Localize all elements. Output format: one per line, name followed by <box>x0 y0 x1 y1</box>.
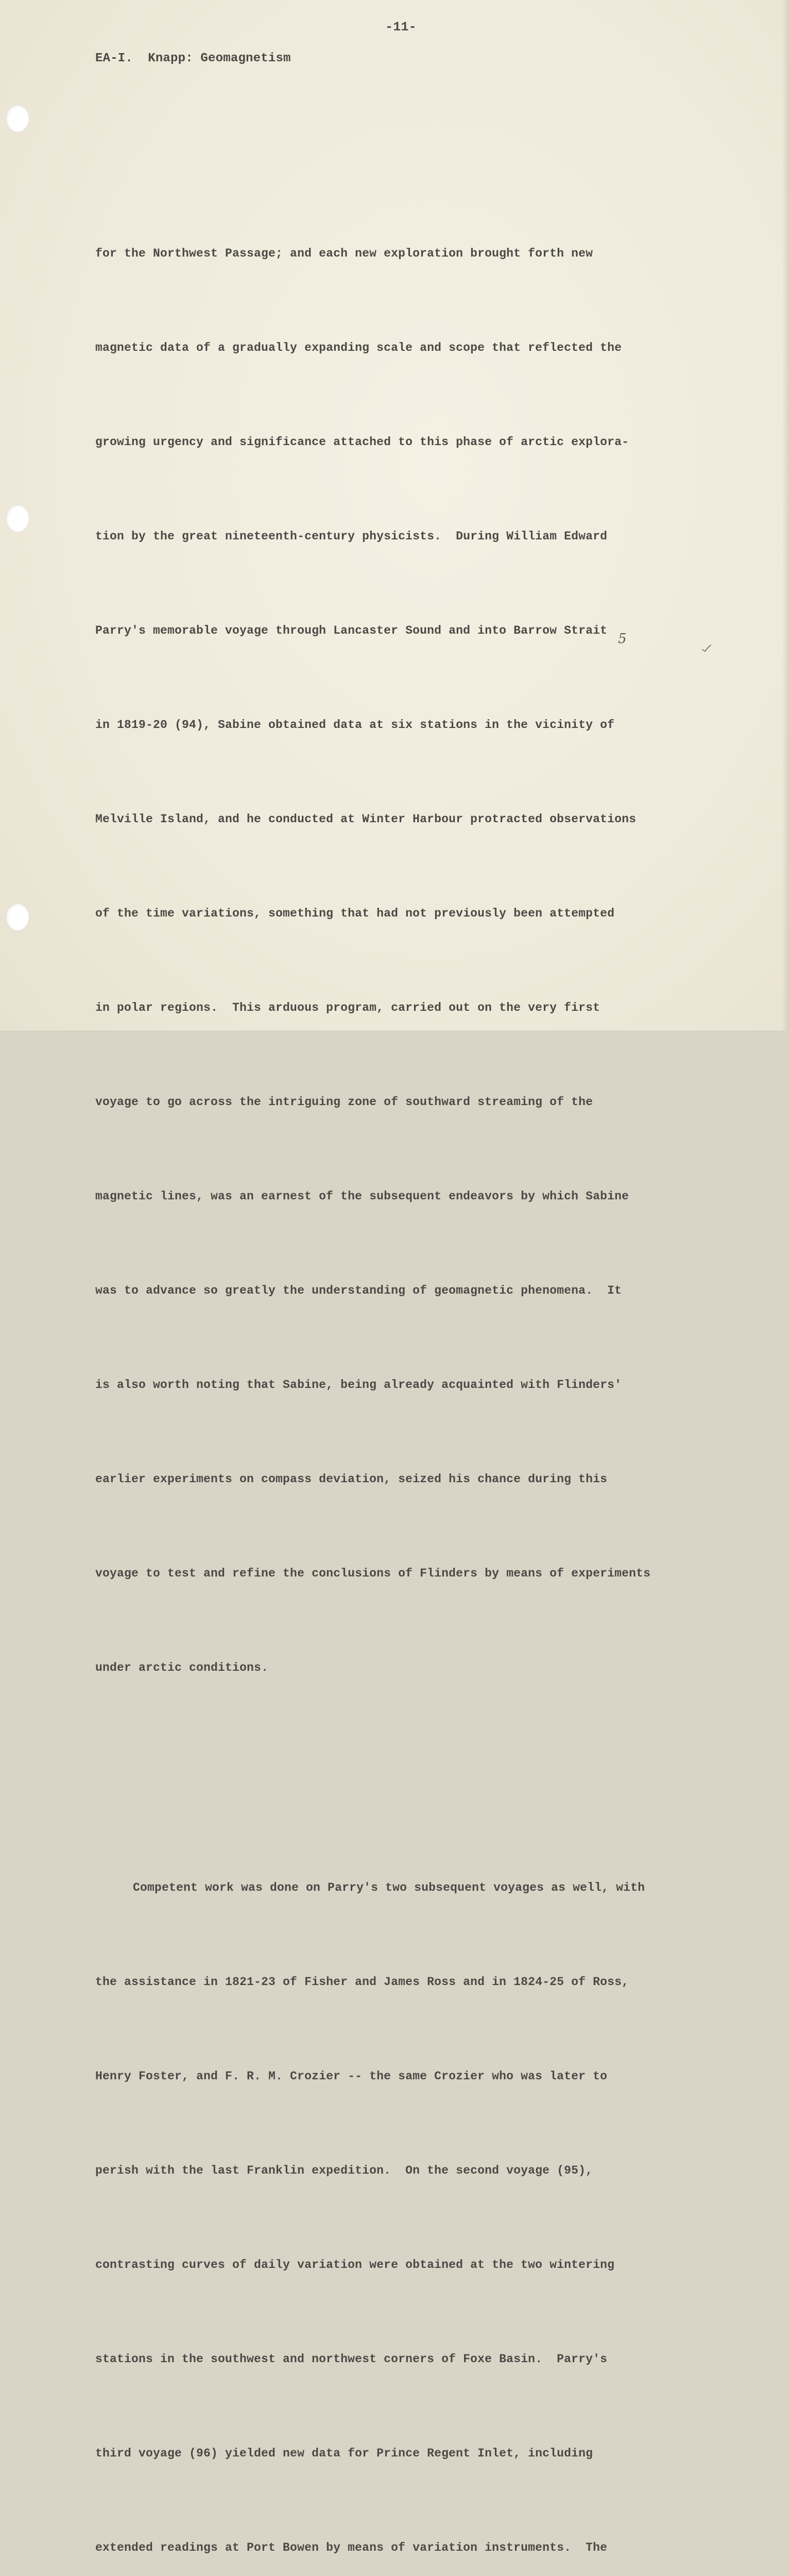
page-number: -11- <box>385 20 417 35</box>
text-line: magnetic lines, was an earnest of the subsequent endeavors by which Sabine <box>95 1190 629 1203</box>
text-line: third voyage (96) yielded new data for Prince Regent Inlet, including <box>95 2447 593 2460</box>
text-line: voyage to go across the intriguing zone of southward streaming of the <box>95 1095 593 1109</box>
text-line: Melville Island, and he conducted at Winter Harbour protracted observations <box>95 812 637 826</box>
text-line: is also worth noting that Sabine, being already acquainted with Flinders' <box>95 1378 622 1392</box>
text-line: of the time variations, something that had not previously been attempted <box>95 907 615 920</box>
punch-hole-top <box>6 105 29 132</box>
text-line: for the Northwest Passage; and each new exploration brought forth new <box>95 247 593 260</box>
text-line: Parry's memorable voyage through Lancaster Sound and into Barrow Strait <box>95 624 608 637</box>
text-line: earlier experiments on compass deviation, seized his chance during this <box>95 1472 608 1486</box>
paragraph-1 <box>95 175 713 1747</box>
text-line: the assistance in 1821-23 of Fisher and James Ross and in 1824-25 of Ross, <box>95 1975 629 1989</box>
text-line: was to advance so greatly the understanding of geomagnetic phenomena. It <box>95 1284 622 1297</box>
text-line: stations in the southwest and northwest corners of Foxe Basin. Parry's <box>95 2352 608 2366</box>
handwritten-annotation: 5 <box>618 631 627 647</box>
text-line: Henry Foster, and F. R. M. Crozier -- the same Crozier who was later to <box>95 2070 608 2083</box>
text-line: Competent work was done on Parry's two subsequent voyages as well, with <box>133 1881 645 1894</box>
text-line: growing urgency and significance attached to this phase of arctic explora- <box>95 435 629 449</box>
text-line: magnetic data of a gradually expanding scale and scope that reflected the <box>95 341 622 354</box>
text-line: tion by the great nineteenth-century physicists. During William Edward <box>95 530 608 543</box>
text-line: in polar regions. This arduous program, carried out on the very first <box>95 1001 601 1014</box>
text-line: under arctic conditions. <box>95 1661 269 1674</box>
text-line: extended readings at Port Bowen by means of variation instruments. The <box>95 2541 608 2554</box>
running-head: EA-I. Knapp: Geomagnetism <box>95 52 291 65</box>
body-text <box>95 112 713 2576</box>
punch-hole-middle <box>6 505 29 532</box>
text-line: contrasting curves of daily variation were obtained at the two wintering <box>95 2258 615 2272</box>
text-line: in 1819-20 (94), Sabine obtained data at six stations in the vicinity of <box>95 718 615 732</box>
paragraph-2 <box>95 1809 713 2576</box>
punch-hole-bottom <box>6 904 29 930</box>
text-line: voyage to test and refine the conclusions of Flinders by means of experiments <box>95 1567 651 1580</box>
page-edge-shadow <box>782 0 789 1030</box>
text-line: perish with the last Franklin expedition. On the second voyage (95), <box>95 2164 593 2177</box>
margin-check-mark-icon <box>701 644 712 652</box>
